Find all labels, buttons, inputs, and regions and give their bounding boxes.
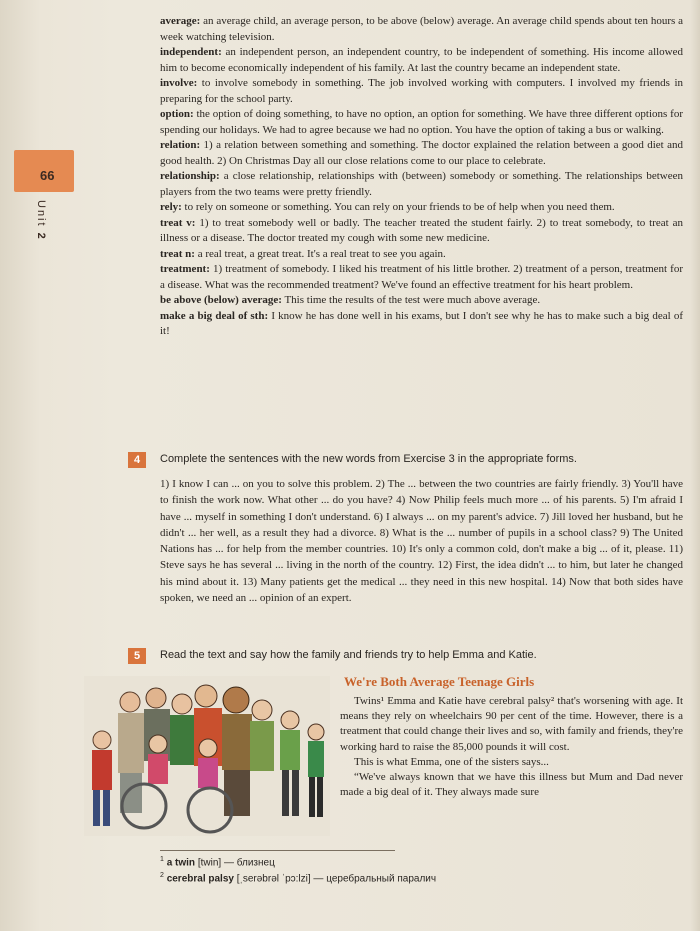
footnote-mark: 2 <box>160 872 164 879</box>
definition-entry <box>160 262 683 293</box>
definition-text: 1) to treat somebody well or badly. The teacher treated the student fairly. 2) to treat somebody, to treat an illness or a disease. The doctor treated my cough with some new medicine. <box>160 216 684 244</box>
definition-text: an average child, an average person, to be above (below) average. An average child spends about ten hours a week watching television. <box>160 15 684 43</box>
definition-entry <box>160 169 683 200</box>
headword: relationship: <box>160 170 220 182</box>
footnote-pronunciation: [ˌserəbrəl ˈpɔ:lzi] <box>236 873 311 885</box>
definition-entry <box>160 14 683 45</box>
definition-text: a real treat, a great treat. It's a real treat to see you again. <box>197 247 446 260</box>
definition-text: an independent person, an independent country, to be independent of something. His income allowed him to become economically independent of his family. At last the country became an independent state. <box>160 46 684 74</box>
definition-entry <box>160 76 683 107</box>
exercise-4-sentences: 1) I know I can ... on you to solve this problem. 2) The ... between the two countries are fairly friendly. 3) You'll have to finish the work now. What other ... do you have? 4) Now Philip feels much more ... of his parents. 5) I'm afraid I have ... myself in something I don't understand. 6) I always ... on my parent's advice. 7) Jill loved her husband, but he didn't ... her well, as a result they had a divorce. 8) What is the ... number of pupils in a school class? 9) The United Nations has ... for help from the member countries. 10) It's only a common cold, don't make a big ... of it, please. 11) Steve says he has several ... living in the north of the country. 12) First, the idea didn't ... to him, but later he changed his mind about it. 13) Many patients get the medical ... they need in this new hospital. 14) Now that both sides have spoken, we need an ... opinion of an expert. <box>160 478 683 605</box>
definition-entry <box>160 107 683 138</box>
definition-entry <box>160 247 683 263</box>
story-paragraph: This is what Emma, one of the sisters says... <box>354 755 549 768</box>
headword: relation: <box>160 139 201 151</box>
headword: option: <box>160 108 194 120</box>
headword: average: <box>160 15 201 27</box>
family-illustration <box>84 676 330 836</box>
definition-text: 1) treatment of somebody. I liked his treatment of his little brother. 2) treatment of a person, treatment for a disease. What was the recommended treatment? We've found an effective treatment for his heart problem. <box>160 263 683 291</box>
definition-text: 1) a relation between something and something. The doctor explained the relation between a good diet and good health. 2) On Christmas Day all our close relations come to our place to celebrate. <box>160 139 683 167</box>
footnote-mark: 1 <box>160 856 164 863</box>
headword: involve: <box>160 77 198 89</box>
definition-text: to rely on someone or something. You can rely on your friends to be of help when you need them. <box>184 201 615 213</box>
headword: rely: <box>160 201 182 213</box>
unit-word: Unit <box>35 200 47 228</box>
headword: independent: <box>160 46 222 58</box>
exercise-5-badge: 5 <box>128 648 146 664</box>
definition-entry <box>160 45 683 76</box>
definition-entry <box>160 293 683 309</box>
headword: treat n: <box>160 247 195 260</box>
footnote-divider <box>160 850 395 851</box>
footnote <box>160 872 436 884</box>
story-paragraph: “We've always known that we have this illness but Mum and Dad never made a big deal of it. They always made sure <box>340 771 683 799</box>
definition-entry <box>160 200 683 216</box>
definition-entry <box>160 216 683 247</box>
vocabulary-definitions <box>160 14 683 340</box>
definition-text: the option of doing something, to have no option, an option for something. We have three different options for spending our holidays. We had to agree because we had no option. You have the option of taking a bus or walking. <box>160 108 684 136</box>
headword: treatment: <box>160 263 210 275</box>
footnote-term: cerebral palsy <box>166 873 234 885</box>
definition-entry <box>160 138 683 169</box>
headword: be above (below) average: <box>160 294 282 306</box>
footnote <box>160 856 275 868</box>
story-text <box>340 694 683 800</box>
definition-text: to involve somebody in something. The job involved working with computers. I involved my friends in preparing for the school party. <box>160 77 683 105</box>
footnote-gloss: — близнец <box>223 857 275 869</box>
definition-text: a close relationship, relationships with (between) somebody or something. The relationships between players from the two teams were pretty friendly. <box>160 170 684 198</box>
headword: make a big deal of sth: <box>160 309 269 322</box>
person-figure <box>170 694 196 765</box>
definition-text: I know he has done well in his exams, but I don't see why he has to make such a big deal of it! <box>160 309 684 337</box>
exercise-5-instruction: Read the text and say how the family and friends try to help Emma and Katie. <box>160 649 537 661</box>
story-title: We're Both Average Teenage Girls <box>344 674 535 689</box>
footnote-pronunciation: [twin] <box>197 857 222 869</box>
unit-label <box>35 200 47 241</box>
exercise-4-instruction: Complete the sentences with the new words from Exercise 3 in the appropriate forms. <box>160 453 577 465</box>
unit-number: 2 <box>35 232 47 241</box>
exercise-4-badge: 4 <box>128 452 146 468</box>
page-number: 66 <box>40 168 55 183</box>
definition-entry <box>160 309 683 340</box>
footnote-gloss: — церебральный паралич <box>313 873 437 885</box>
story-paragraph: Twins¹ Emma and Katie have cerebral palsy² that's worsening with age. It means they rely on wheelchairs 90 per cent of the time. However, there is a treatment that could change their lives and so, with family and friends, they're working hard to raise the 85,000 pounds it will cost. <box>340 695 683 753</box>
person-figure <box>250 700 274 771</box>
definition-text: This time the results of the test were much above average. <box>284 294 541 306</box>
footnote-term: a twin <box>166 857 196 869</box>
headword: treat v: <box>160 216 196 229</box>
